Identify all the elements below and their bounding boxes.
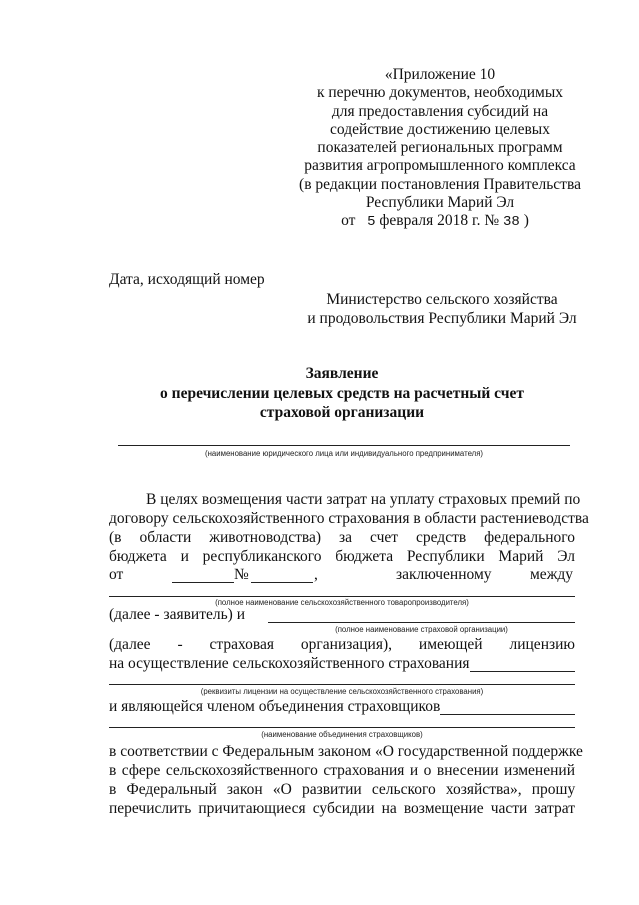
- body-line: перечислить причитающиеся субсидии на возмещение части затрат: [109, 800, 575, 817]
- body-line-justified: [109, 548, 575, 566]
- word: области: [139, 529, 192, 546]
- license-field-line-short[interactable]: [470, 671, 575, 672]
- word: за: [339, 529, 353, 546]
- appendix-line: развития агропромышленного комплекса: [304, 157, 576, 175]
- license-details-caption: (реквизиты лицензии на осуществление сельскохозяйственного страхования): [200, 687, 484, 696]
- contract-from-label: от: [109, 566, 124, 583]
- word: имеющей: [418, 636, 483, 653]
- appendix-line: к перечню документов, необходимых: [316, 84, 564, 102]
- word: республиканского: [202, 548, 322, 565]
- date-prefix: от: [341, 212, 356, 230]
- appendix-line: содействие достижению целевых: [330, 120, 550, 138]
- contract-number-sign: №: [234, 566, 249, 583]
- association-member-label: и являющейся членом объединения страховщиков: [109, 698, 441, 715]
- decree-number: 38: [503, 214, 520, 231]
- word: бюджета: [335, 548, 394, 565]
- appendix-line: (в редакции постановления Правительства: [299, 175, 581, 193]
- title-line-2: о перечислении целевых средств на расчетный счет: [160, 384, 524, 402]
- word: лицензию: [509, 636, 575, 653]
- word: Республики: [406, 548, 485, 565]
- body-line: в соответствии с Федеральным законом «О государственной поддержке: [109, 743, 583, 760]
- word: бюджета: [109, 548, 167, 565]
- association-field-line-short[interactable]: [440, 714, 575, 715]
- date-rest: февраля 2018 г. №: [379, 212, 500, 230]
- appendix-date-line: [280, 212, 590, 231]
- word: Эл: [557, 548, 575, 565]
- title-line-1: Заявление: [305, 365, 379, 382]
- date-day: 5: [367, 214, 376, 231]
- producer-name-field-line[interactable]: [109, 596, 575, 597]
- body-line-justified: [109, 529, 575, 547]
- body-line: в сфере сельскохозяйственного страхования и о внесении изменений: [109, 762, 575, 779]
- document-title: [109, 364, 575, 423]
- title-line-3: страховой организации: [259, 404, 425, 421]
- word: Марий: [498, 548, 544, 565]
- contract-number-field-line[interactable]: [251, 582, 313, 583]
- body-line: В целях возмещения части затрат на уплату страховых премий по: [146, 491, 581, 508]
- date-outgoing-label: Дата, исходящий номер: [109, 271, 265, 288]
- appendix-line: для предоставления субсидий на: [331, 102, 549, 120]
- insurer-name-caption: (полное наименование страховой организации): [335, 625, 508, 634]
- word: (далее: [109, 636, 151, 653]
- body-line-justified: [109, 636, 575, 654]
- word: счет: [370, 529, 399, 546]
- contract-comma: ,: [314, 566, 318, 583]
- word: -: [177, 636, 183, 653]
- word: (в: [109, 529, 122, 546]
- date-suffix: ): [523, 212, 529, 230]
- addressee-line-1: Министерство сельского хозяйства: [326, 291, 558, 308]
- body-line: договору сельскохозяйственного страхования в области растениеводства: [109, 510, 589, 527]
- word: животноводства): [209, 529, 322, 546]
- appendix-line: Республики Марий Эл: [365, 194, 515, 212]
- contract-date-field-line[interactable]: [172, 582, 234, 583]
- addressee-line-2: и продовольствия Республики Марий Эл: [307, 310, 577, 327]
- applicant-name-field-line[interactable]: [118, 445, 570, 446]
- license-details-field-line[interactable]: [109, 684, 575, 685]
- appendix-line: «Приложение 10: [384, 66, 496, 83]
- word: и: [180, 548, 189, 565]
- body-line: в Федеральный закон «О развитии сельского хозяйства», прошу: [109, 781, 576, 798]
- license-label: на осуществление сельскохозяйственного страхования: [109, 655, 470, 672]
- applicant-reference-label: (далее - заявитель) и: [109, 606, 246, 623]
- association-name-caption: (наименование объединения страховщиков): [261, 730, 423, 739]
- applicant-name-caption: (наименование юридического лица или индивидуального предпринимателя): [204, 449, 484, 458]
- insurer-name-field-line[interactable]: [268, 622, 575, 623]
- addressee-block: [302, 290, 582, 328]
- appendix-line: показателей региональных программ: [317, 139, 563, 157]
- word: организация),: [300, 636, 393, 653]
- word: средств: [416, 529, 467, 546]
- word: страховая: [209, 636, 275, 653]
- word: федерального: [484, 529, 575, 546]
- producer-name-caption: (полное наименование сельскохозяйственного товаропроизводителя): [215, 598, 469, 607]
- concluded-label: заключенному: [396, 566, 492, 583]
- association-name-field-line[interactable]: [109, 727, 575, 728]
- appendix-block: [290, 66, 590, 232]
- between-label: между: [530, 566, 574, 583]
